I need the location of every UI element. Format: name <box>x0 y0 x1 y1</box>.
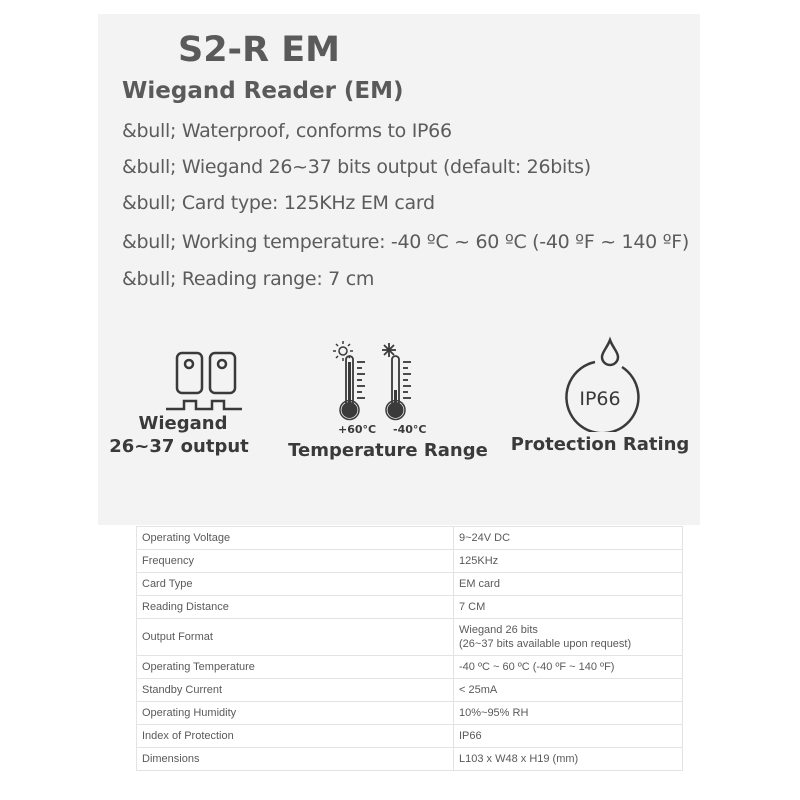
feature-protection-label: Protection Rating <box>510 434 690 455</box>
spec-key: Standby Current <box>137 679 454 702</box>
bullet-item: &bull; Waterproof, conforms to IP66 <box>122 120 452 142</box>
spec-key: Operating Voltage <box>137 527 454 550</box>
feature-temperature <box>288 338 488 461</box>
wiegand-card-icon <box>138 350 248 415</box>
ip66-badge: IP66 <box>579 388 621 410</box>
feature-wiegand <box>109 350 268 457</box>
table-row <box>137 702 683 725</box>
water-drop-icon <box>555 334 645 432</box>
spec-key: Operating Humidity <box>137 702 454 725</box>
spec-key: Index of Protection <box>137 725 454 748</box>
spec-value: 125KHz <box>454 550 683 573</box>
table-row <box>137 679 683 702</box>
table-row <box>137 527 683 550</box>
table-row <box>137 725 683 748</box>
feature-protection <box>510 334 690 455</box>
spec-key: Operating Temperature <box>137 656 454 679</box>
hot-temp-label: +60°C <box>338 423 377 436</box>
product-subtitle: Wiegand Reader (EM) <box>122 78 404 104</box>
feature-wiegand-line1: Wiegand <box>138 413 228 434</box>
spec-key: Reading Distance <box>137 596 454 619</box>
bullet-item: &bull; Card type: 125KHz EM card <box>122 192 435 214</box>
table-row <box>137 573 683 596</box>
snowflake-icon <box>382 343 396 357</box>
spec-value: 9~24V DC <box>454 527 683 550</box>
cold-temp-label: -40°C <box>393 423 427 436</box>
spec-value-line: (26~37 bits available upon request) <box>459 638 632 650</box>
table-row <box>137 619 683 656</box>
table-row <box>137 596 683 619</box>
bullet-item: &bull; Wiegand 26~37 bits output (default: 26bits) <box>122 156 591 178</box>
feature-wiegand-line2: 26~37 output <box>109 436 249 457</box>
spec-key: Card Type <box>137 573 454 596</box>
spec-value: IP66 <box>454 725 683 748</box>
spec-value: -40 ºC ~ 60 ºC (-40 ºF ~ 140 ºF) <box>454 656 683 679</box>
spec-value: EM card <box>454 573 683 596</box>
table-row <box>137 656 683 679</box>
spec-value: L103 x W48 x H19 (mm) <box>454 748 683 771</box>
bullet-item: &bull; Working temperature: -40 ºC ~ 60 ºC (-40 ºF ~ 140 ºF) <box>122 231 690 253</box>
spec-key: Dimensions <box>137 748 454 771</box>
spec-key: Frequency <box>137 550 454 573</box>
spec-value: < 25mA <box>454 679 683 702</box>
spec-value: 10%~95% RH <box>454 702 683 725</box>
spec-value: 7 CM <box>454 596 683 619</box>
spec-key: Output Format <box>137 619 454 656</box>
spec-table <box>136 526 683 771</box>
feature-temperature-label: Temperature Range <box>288 440 488 461</box>
thermometer-icon <box>323 338 433 423</box>
table-row <box>137 748 683 771</box>
spec-value <box>454 619 683 656</box>
product-model: S2-R EM <box>178 30 340 70</box>
table-row <box>137 550 683 573</box>
spec-value-line: Wiegand 26 bits <box>459 624 538 636</box>
bullet-item: &bull; Reading range: 7 cm <box>122 268 375 290</box>
sun-icon <box>333 341 353 361</box>
